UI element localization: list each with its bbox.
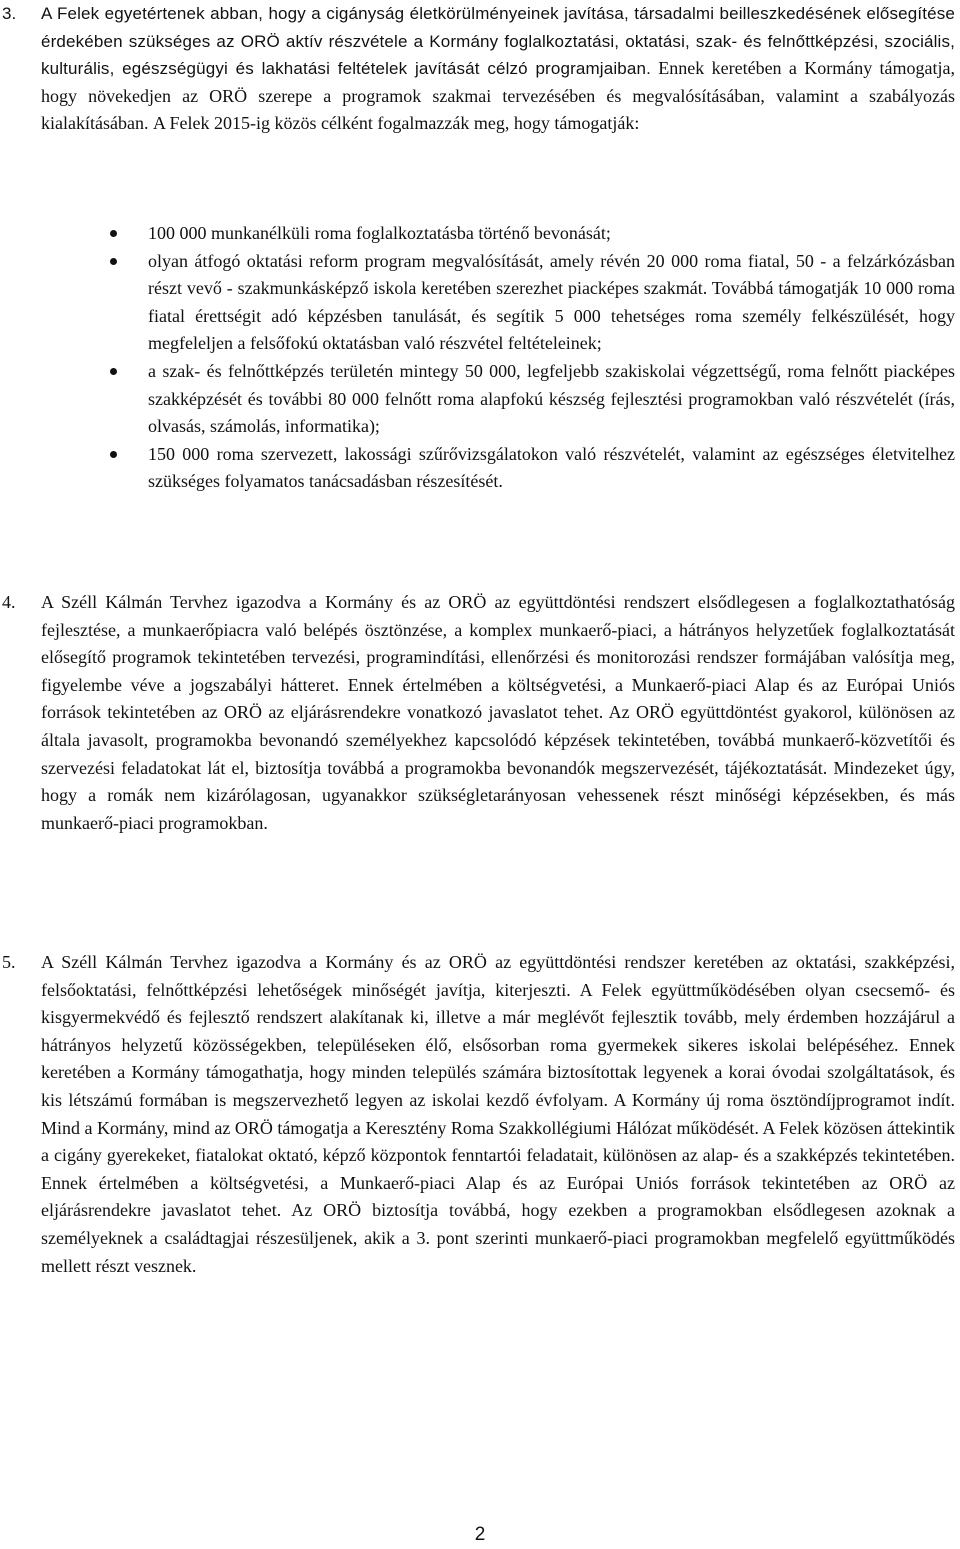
item-5	[0, 949, 960, 1280]
item-3-intro	[41, 0, 955, 138]
list-item	[148, 220, 955, 248]
bullet-text: olyan átfogó oktatási reform program megvalósítását, amely révén 20 000 roma fiatal, 50 - a felzárkózásban részt vevő - szakmunkásképző iskola keretében szerezhet piacképes szakmát. Továbbá támogatják 10 000 roma fiatal érettségit adó képzésben tanulását, és segítik 5 000 tehetséges roma személy felkészülését, hogy megfeleljen a felsőfokú oktatásban való részvétel feltételeinek;	[148, 250, 955, 354]
item-3-bullet-list	[0, 220, 960, 496]
list-item	[148, 441, 955, 496]
bullet-icon	[110, 368, 117, 375]
bullet-icon	[110, 451, 117, 458]
bullet-text: 100 000 munkanélküli roma foglalkoztatásba történő bevonását;	[148, 223, 611, 243]
item-3	[0, 0, 960, 138]
list-item	[148, 248, 955, 358]
bullet-icon	[110, 230, 117, 237]
list-item	[148, 358, 955, 441]
bullet-text: a szak- és felnőttképzés területén mintegy 50 000, legfeljebb szakiskolai végzettségű, roma felnőtt piacképes szakképzését és további 80 000 felnőtt roma alapfokú készség fejlesztési programokban való részvételét (írás, olvasás, számolás, informatika);	[148, 360, 955, 437]
item-5-number: 5.	[2, 952, 16, 972]
item-4-number: 4.	[2, 592, 16, 612]
bullet-text: 150 000 roma szervezett, lakossági szűrővizsgálatokon való részvételét, valamint az egészséges életvitelhez szükséges folyamatos tanácsadásban részesítését.	[148, 443, 955, 492]
item-3-paragraph-a: A Felek egyetértenek abban, hogy a cigányság életkörülményeinek javítása, társadalmi beilleszkedésének elősegítése érdekében szükséges az ORÖ aktív részvétele a Kormány foglalkoztatási, oktatási, szak- és felnőttképzési, szociális, kulturális, egészségügyi és lakhatási feltételek javítását célzó programjaiban.	[41, 4, 955, 79]
item-4-text: A Széll Kálmán Tervhez igazodva a Kormány és az ORÖ az együttdöntési rendszert elsődlegesen a foglalkoztathatóság fejlesztése, a munkaerőpiacra való belépés ösztönzése, a komplex munkaerő-piaci, a hátrányos helyzetűek foglalkoztatását elősegítő programok tekintetében tervezési, programindítási, ellenőrzési és monitorozási rendszer formájában valósítja meg, figyelembe véve a jogszabályi hátteret. Ennek értelmében a költségvetési, a Munkaerő-piaci Alap és az Európai Uniós források tekintetében az ORÖ az eljárásrendekre vonatkozó javaslatot tehet. Az ORÖ együttdöntést gyakorol, különösen az általa javasolt, programokba bevonandó személyekhez kapcsolódó képzések tekintetében, továbbá munkaerő-közvetítői és szervezési feladatokat lát el, biztosítja továbbá a programokba bevonandók megszervezését, tájékoztatását. Mindezeket úgy, hogy a romák nem kizárólagosan, ugyanakkor szükségletarányosan vehessenek részt minőségi képzésekben, és más munkaerő-piaci programokban.	[41, 592, 955, 833]
item-5-text: A Széll Kálmán Tervhez igazodva a Kormány és az ORÖ az együttdöntési rendszer keretében az oktatási, szakképzési, felsőoktatási, felnőttképzési lehetőségek minőségét javítja, kiterjeszti. A Felek együttműködésében olyan csecsemő- és kisgyermekvédő és fejlesztő rendszert alakítanak ki, illetve a már meglévőt fejlesztik tovább, mely érdemben hozzájárul a hátrányos helyzetű közösségekben, településeken élő, elsősorban roma gyermekek sikeres iskolai belépéséhez. Ennek keretében a Kormány támogathatja, hogy minden település számára biztosítottak legyenek a korai óvodai szolgáltatások, és kis létszámú formában is megszervezhető legyen az iskolai kezdő évfolyam. A Kormány új roma ösztöndíjprogramot indít. Mind a Kormány, mind az ORÖ támogatja a Keresztény Roma Szakkollégiumi Hálózat működését. A Felek közösen áttekintik a cigány gyerekeket, fiatalokat oktató, képző központok fenntartói feladatait, különösen az alap- és a szakképzés tekintetében. Ennek értelmében a költségvetési, a Munkaerő-piaci Alap és az Európai Uniós források tekintetében az ORÖ az eljárásrendekre javaslatot tehet. Az ORÖ biztosítja továbbá, hogy ezekben a programokban elsődlegesen azoknak a személyeknek a családtagjai részesüljenek, akik a 3. pont szerinti munkaerő-piaci programokban megfelelő együttműködés mellett részt vesznek.	[41, 952, 955, 1276]
item-3-number: 3.	[2, 4, 17, 23]
item-3-paragraph-c: A Felek 2015-ig közös célként fogalmazzák meg, hogy támogatják:	[152, 113, 640, 134]
item-4	[0, 589, 960, 837]
bullet-icon	[110, 258, 117, 265]
page-number: 2	[474, 1524, 486, 1545]
item-3-paragraph-b: Ennek keretében a Kormány támogatja, hogy növekedjen az ORÖ szerepe a programok szakmai tervezésében és megvalósításában, valamint a szabályozás kialakításában.	[41, 58, 955, 134]
